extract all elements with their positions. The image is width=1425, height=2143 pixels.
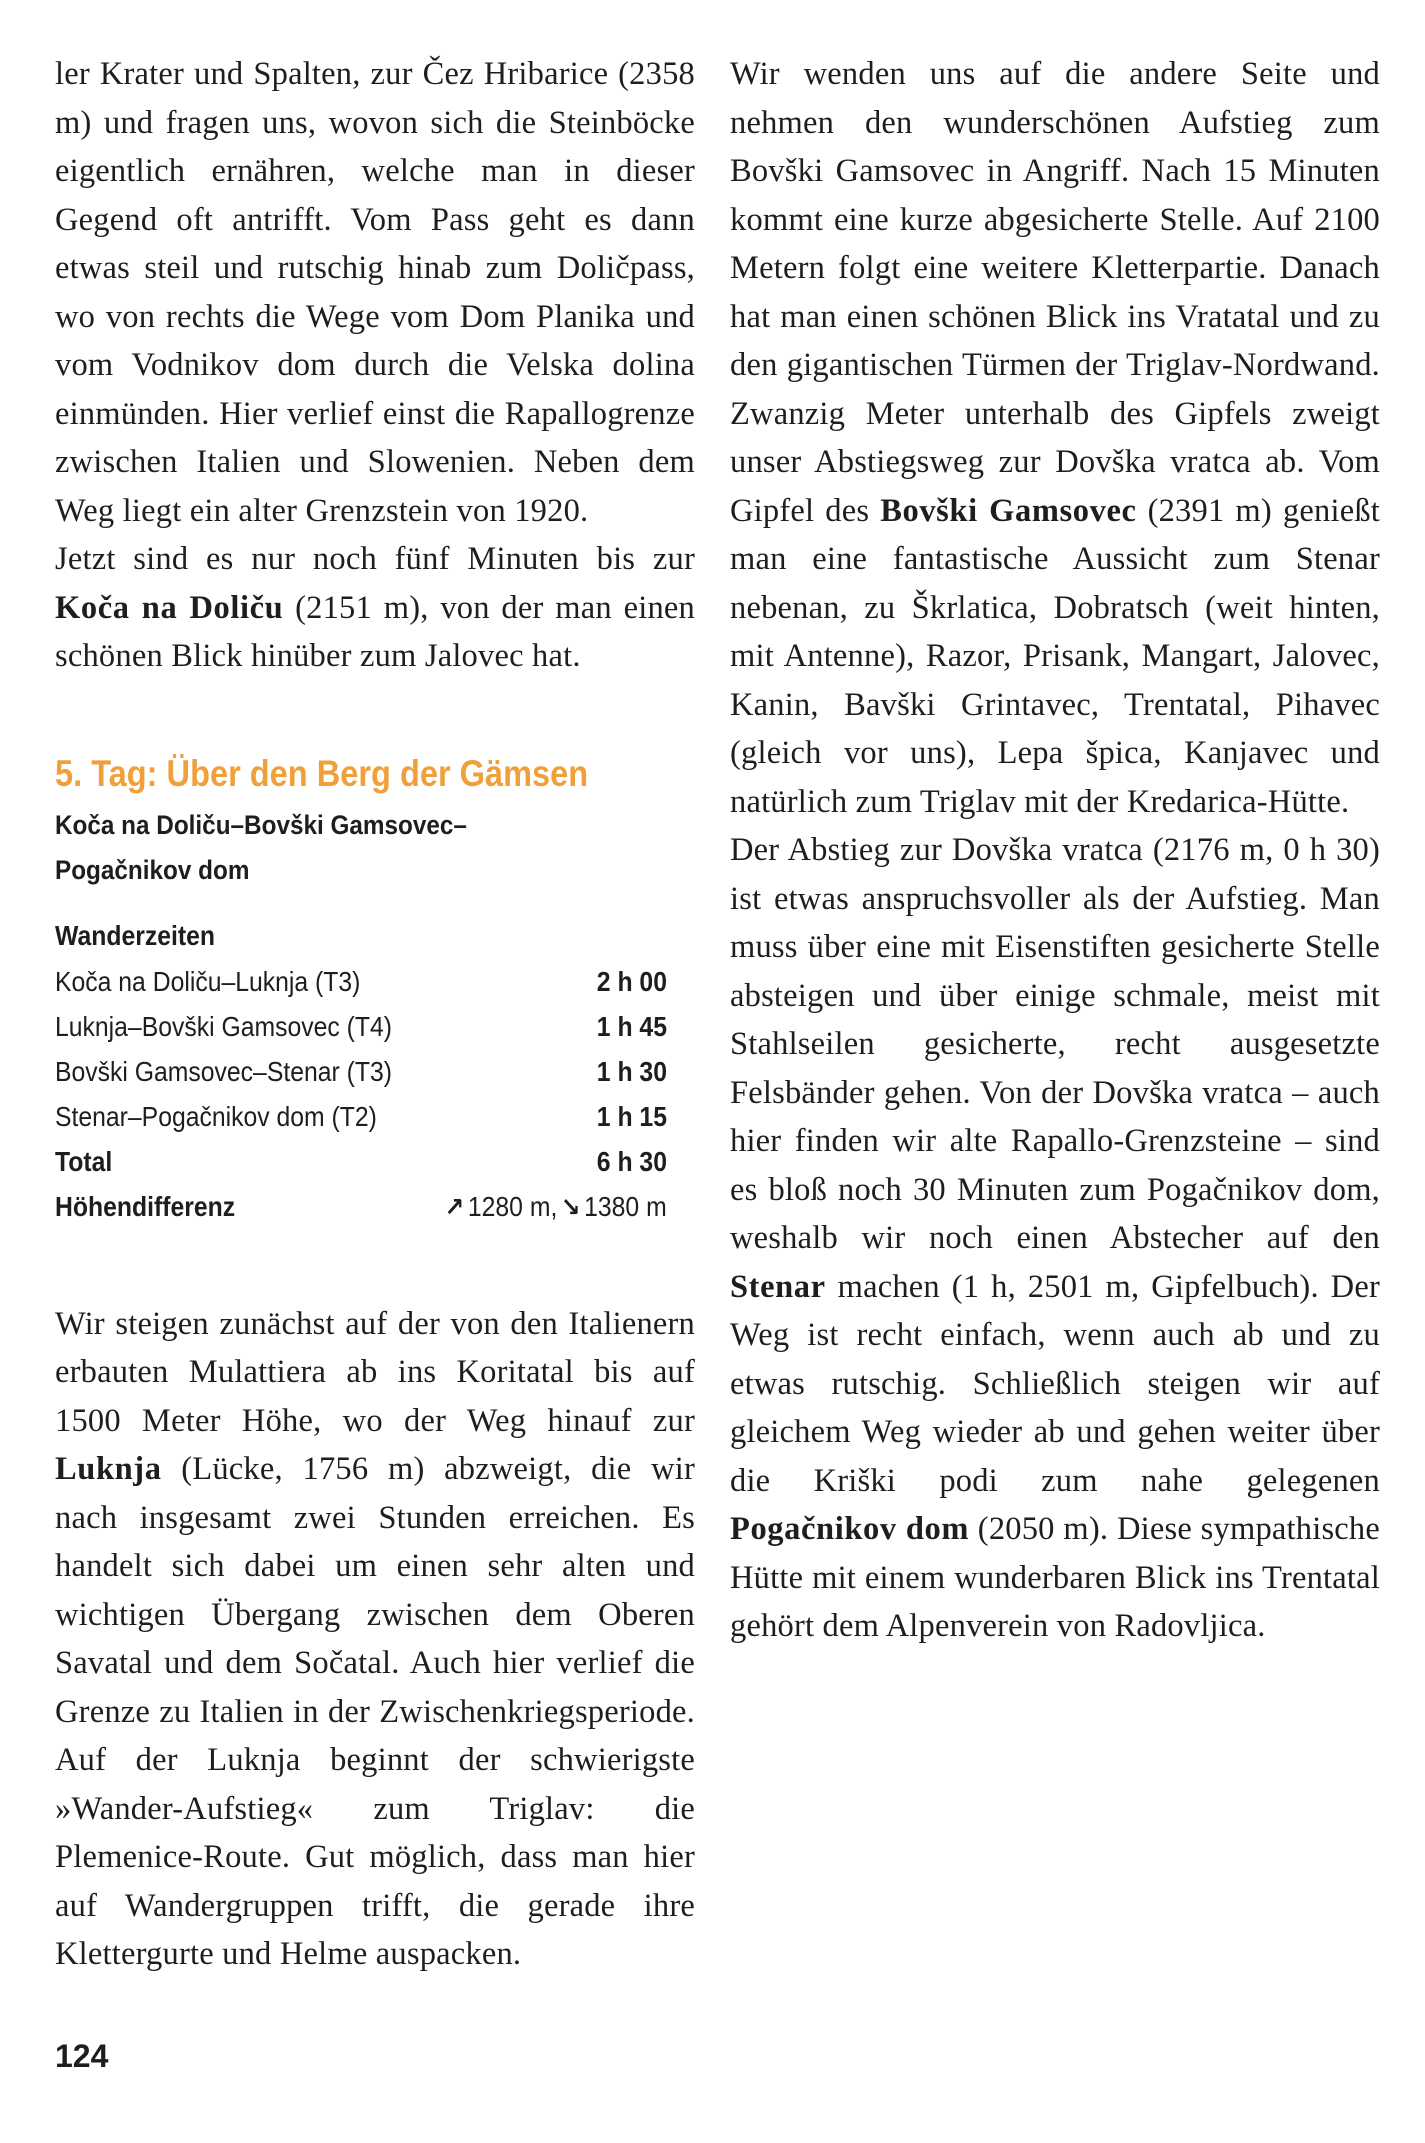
place-name-luknja: Luknja: [55, 1451, 162, 1487]
down-arrow-icon: ↘: [561, 1191, 581, 1222]
ascent-value: 1280 m,: [468, 1190, 558, 1222]
hike-row: [55, 959, 667, 1004]
hike-total-label: Total: [55, 1145, 113, 1177]
hike-row-label: Koča na Doliču–Luknja (T3): [55, 965, 361, 997]
left-paragraph-1: ler Krater und Spalten, zur Čez Hribarice (2358 m) und fragen uns, wovon sich die Steinböcke eigentlich ernähren, welche man in dieser Gegend oft antrifft. Vom Pass geht es dann etwas steil und rutschig hinab zum Doličpass, wo von rechts die Wege vom Dom Planika und vom Vodnikov dom durch die Velska dolina einmünden. Hier verlief einst die Rapallogrenze zwischen Italien und Slowenien. Neben dem Weg liegt ein alter Grenzstein von 1920.: [55, 56, 695, 529]
right-paragraph-2-text-mid: machen (1 h, 2501 m, Gipfelbuch). Der Weg ist recht einfach, wenn auch ab und zu etwas rutschig. Schließlich steigen wir auf gleichem Weg wieder ab und gehen weiter über die Kriški podi zum nahe gelegenen: [730, 1268, 1380, 1499]
left-paragraph-3: [55, 1300, 695, 1979]
peak-name-stenar: Stenar: [730, 1268, 826, 1305]
right-paragraph-2-text: Der Abstieg zur Dovška vratca (2176 m, 0 h 30) ist etwas anspruchsvoller als der Aufstieg. Man muss über eine mit Eisenstiften gesicherte Stelle absteigen und über einige schmale, meist mit Stahlseilen gesicherte, recht ausgesetzte Felsbänder gehen. Von der Dovška vratca – auch hier finden wir alte Rapallo-Grenzsteine – sind es bloß noch 30 Minuten zum Pogačnikov dom, weshalb wir noch einen Abstecher auf den: [730, 832, 1380, 1256]
hike-row-label: Luknja–Bovški Gamsovec (T4): [55, 1010, 393, 1042]
hike-row: [55, 1004, 667, 1049]
elevation-difference-row: [55, 1184, 667, 1230]
right-paragraph-1-text-end: (2391 m) genießt man eine fantastische Aussicht zum Stenar nebenan, zu Škrlatica, Dobratsch (weit hinten, mit Antenne), Razor, Prisank, Mangart, Jalovec, Kanin, Bavški Grintavec, Trentatal, Pihavec (gleich vor uns), Lepa špica, Kanjavec und natürlich zum Triglav mit der Kredarica-Hütte.: [730, 492, 1381, 820]
left-column: [55, 50, 695, 1979]
right-paragraph-2: [730, 826, 1380, 1651]
elevation-difference-label: Höhendifferenz: [55, 1190, 236, 1222]
hiking-times-box: [55, 913, 667, 1230]
up-arrow-icon: ↗: [444, 1191, 465, 1222]
route-line-1: Koča na Doliču–Bovški Gamsovec–: [55, 809, 467, 840]
hiking-times-heading: Wanderzeiten: [55, 919, 215, 951]
hut-name-koca-na-dolicu: Koča na Doliču: [55, 589, 284, 626]
hike-row-time: 1 h 15: [596, 1100, 667, 1132]
hike-row-time: 2 h 00: [596, 965, 667, 997]
route-line-2: Pogačnikov dom: [55, 854, 250, 885]
right-column: [730, 50, 1380, 1651]
hut-name-pogacnikov-dom: Pogačnikov dom: [730, 1511, 970, 1547]
elevation-difference-values: [445, 1184, 667, 1230]
hike-row: [55, 1049, 667, 1094]
right-paragraph-2-text-end: (2050 m). Diese sympathische Hütte mit einem wunderbaren Blick ins Trentatal gehört dem Alpenverein von Radovljica.: [730, 1511, 1380, 1644]
left-paragraph-3-text-end: (Lücke, 1756 m) abzweigt, die wir nach insgesamt zwei Stunden erreichen. Es handelt sich dabei um einen sehr alten und wichtigen Übergang zwischen dem Oberen Savatal und dem Sočatal. Auch hier verlief die Grenze zu Italien in der Zwischenkriegsperiode. Auf der Luknja beginnt der schwierigste »Wander-Aufstieg« zum Triglav: die Plemenice-Route. Gut möglich, dass man hier auf Wandergruppen trifft, die gerade ihre Klettergurte und Helme auspacken.: [55, 1451, 695, 1972]
route-subtitle: [55, 803, 689, 893]
hike-row: [55, 1094, 667, 1139]
hike-total-time: 6 h 30: [596, 1145, 667, 1177]
right-paragraph-1-text: Wir wenden uns auf die andere Seite und nehmen den wunderschönen Aufstieg zum Bovški Gamsovec in Angriff. Nach 15 Minuten kommt eine kurze abgesicherte Stelle. Auf 2100 Metern folgt eine weitere Kletterpartie. Danach hat man einen schönen Blick ins Vratatal und zu den gigantischen Türmen der Triglav-Nordwand. Zwanzig Meter unterhalb des Gipfels zweigt unser Abstiegsweg zur Dovška vratca ab. Vom Gipfel des: [730, 56, 1380, 529]
right-paragraph-1: [730, 50, 1380, 826]
hike-total-row: [55, 1139, 667, 1184]
left-paragraph-2-text: Jetzt sind es nur noch fünf Minuten bis zur: [55, 541, 695, 577]
page-number: 124: [55, 2038, 109, 2074]
left-paragraph-2-text-end: (2151 m), von der man einen schönen Blick hinüber zum Jalovec hat.: [55, 589, 696, 674]
hike-row-time: 1 h 30: [596, 1055, 667, 1087]
hike-row-label: Stenar–Pogačnikov dom (T2): [55, 1100, 377, 1132]
peak-name-bovski-gamsovec: Bovški Gamsovec: [880, 492, 1137, 529]
descent-value: 1380 m: [584, 1190, 667, 1222]
hike-row-time: 1 h 45: [596, 1010, 667, 1042]
left-paragraph-2: [55, 535, 695, 681]
hike-row-label: Bovški Gamsovec–Stenar (T3): [55, 1055, 392, 1087]
day-title: 5. Tag: Über den Berg der Gämsen: [55, 752, 589, 794]
left-paragraph-3-text: Wir steigen zunächst auf der von den Italienern erbauten Mulattiera ab ins Koritatal bis auf 1500 Meter Höhe, wo der Weg hinauf zur: [55, 1305, 695, 1439]
